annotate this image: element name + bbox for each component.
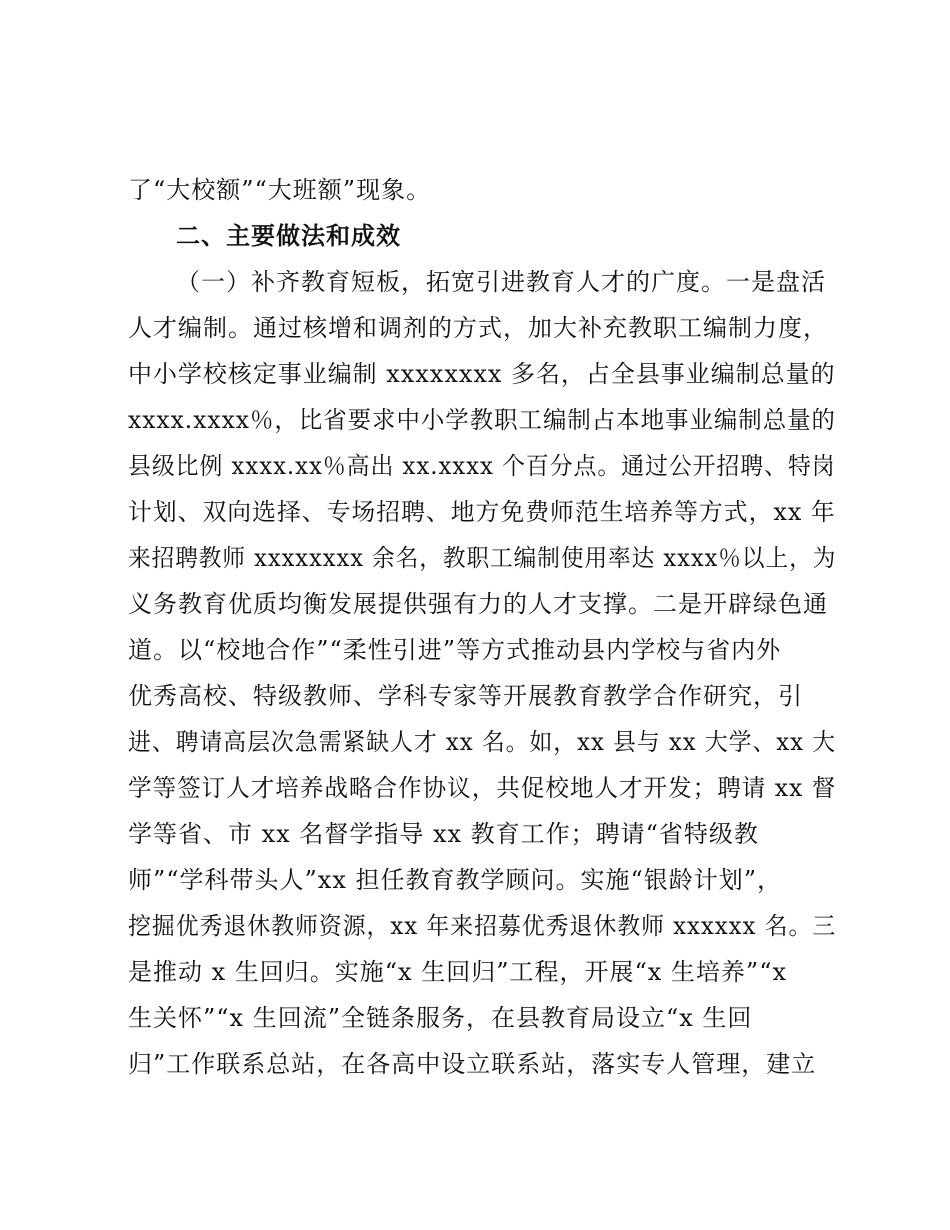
paragraph-line: 优秀高校、特级教师、学科专家等开展教育教学合作研究，引 xyxy=(128,682,803,710)
paragraph-line: 是推动 x 生回归。实施“x 生回归”工程，开展“x 生培养”“x xyxy=(128,958,788,986)
paragraph-line: 学等省、市 xx 名督学指导 xx 教育工作；聘请“省特级教 xyxy=(128,820,759,848)
paragraph-line: 进、聘请高层次急需紧缺人才 xx 名。如，xx 县与 xx 大学、xx 大 xyxy=(128,728,837,756)
paragraph-line: （一）补齐教育短板，拓宽引进教育人才的广度。一是盘活 xyxy=(176,268,826,296)
paragraph-line: 人才编制。通过核增和调剂的方式，加大补充教职工编制力度， xyxy=(128,314,828,342)
paragraph-line: 义务教育优质均衡发展提供强有力的人才支撑。二是开辟绿色通 xyxy=(128,590,828,618)
paragraph-line: 师”“学科带头人”xx 担任教育教学顾问。实施“银龄计划”， xyxy=(128,866,783,894)
paragraph-line: 生关怀”“x 生回流”全链条服务，在县教育局设立“x 生回 xyxy=(128,1004,753,1032)
section-heading: 二、主要做法和成效 xyxy=(176,222,401,250)
paragraph-line: 了“大校额”“大班额”现象。 xyxy=(128,176,432,204)
paragraph-line: xxxx.xxxx％，比省要求中小学教职工编制占本地事业编制总量的 xyxy=(128,406,836,434)
paragraph-line: 中小学校核定事业编制 xxxxxxxx 多名，占全县事业编制总量的 xyxy=(128,360,836,388)
paragraph-line: 学等签订人才培养战略合作协议，共促校地人才开发；聘请 xx 督 xyxy=(128,774,837,802)
paragraph-line: 归”工作联系总站，在各高中设立联系站，落实专人管理，建立 xyxy=(128,1050,817,1078)
paragraph-line: 县级比例 xxxx.xx％高出 xx.xxxx 个百分点。通过公开招聘、特岗 xyxy=(128,452,836,480)
paragraph-line: 计划、双向选择、专场招聘、地方免费师范生培养等方式，xx 年 xyxy=(128,498,836,526)
paragraph-line: 挖掘优秀退休教师资源，xx 年来招募优秀退休教师 xxxxxx 名。三 xyxy=(128,912,837,940)
paragraph-line: 道。以“校地合作”“柔性引进”等方式推动县内学校与省内外 xyxy=(128,636,782,664)
paragraph-line: 来招聘教师 xxxxxxxx 余名，教职工编制使用率达 xxxx％以上，为 xyxy=(128,544,837,572)
